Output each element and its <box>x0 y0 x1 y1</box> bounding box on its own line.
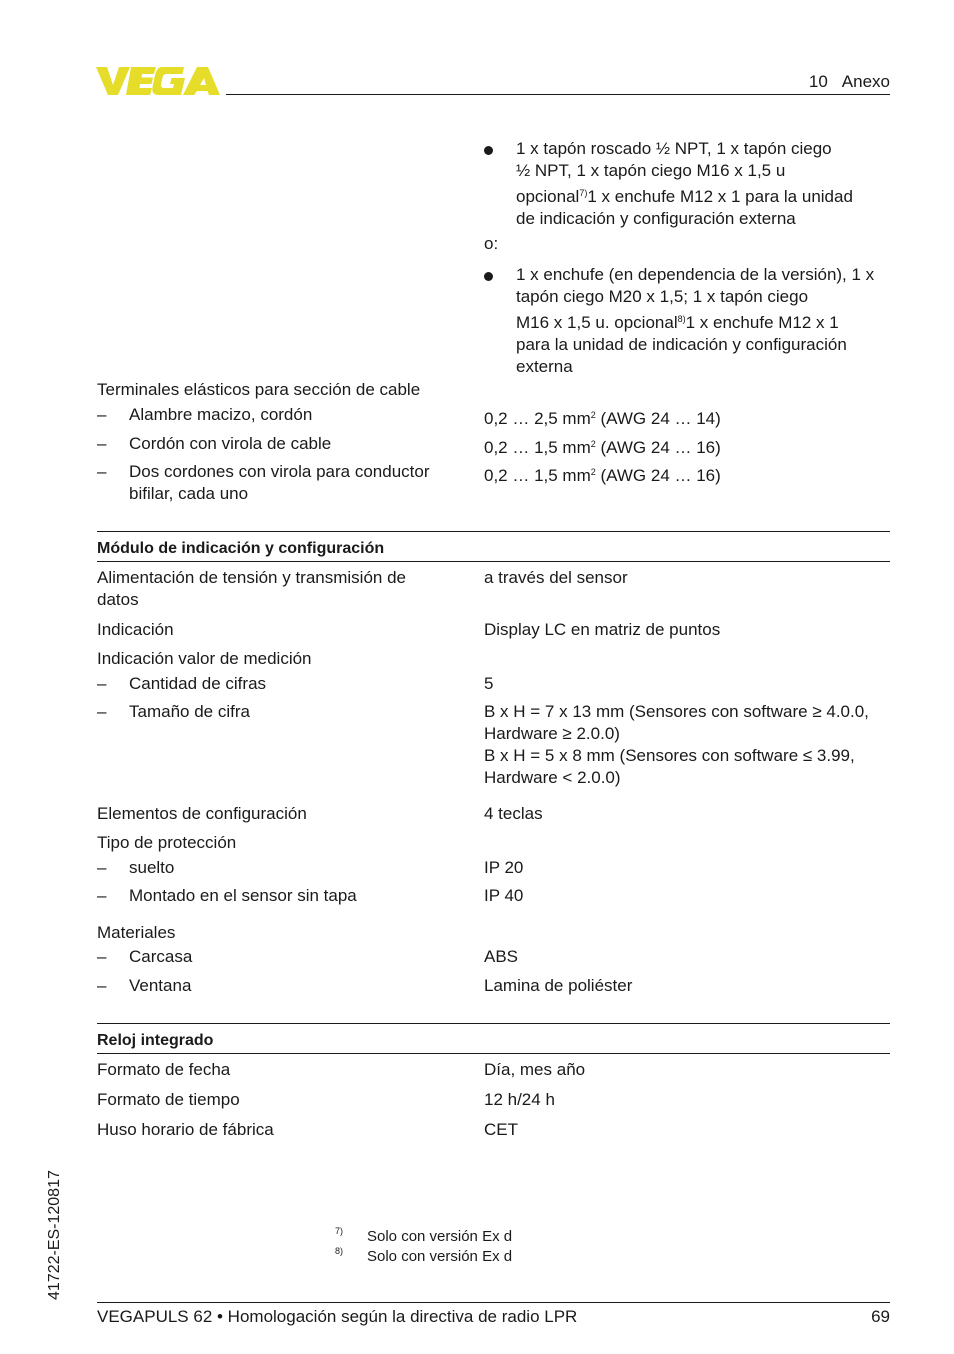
timezone-value: CET <box>484 1120 518 1139</box>
power-label <box>97 567 406 611</box>
power-value: a través del sensor <box>484 568 628 587</box>
terminal-label: Cordón con virola de cable <box>129 434 332 453</box>
value-line: Hardware ≥ 2.0.0) <box>484 724 620 743</box>
label-line: Alimentación de tensión y transmisión de <box>97 568 406 587</box>
terminal-label: Alambre macizo, cordón <box>129 405 313 424</box>
header-rule <box>226 94 890 95</box>
loose-label <box>97 857 174 879</box>
header-section <box>809 72 890 92</box>
connection-option-2 <box>484 264 904 378</box>
value-text: 0,2 … 2,5 mm <box>484 409 591 428</box>
section-rule-bottom <box>97 1053 890 1054</box>
bullet-line: de indicación y configuración externa <box>516 209 796 228</box>
footnote-mark: 7) <box>335 1226 344 1236</box>
terminal-label: bifilar, cada uno <box>129 484 249 503</box>
window-label <box>97 975 191 997</box>
mounted-label <box>97 885 357 907</box>
superscript: 2 <box>590 410 596 420</box>
dash: – <box>97 702 107 721</box>
dash: – <box>97 976 107 995</box>
digits-value: 5 <box>484 674 494 693</box>
bullet-line: ½ NPT, 1 x tapón ciego M16 x 1,5 u <box>516 161 786 180</box>
protection-title: Tipo de protección <box>97 833 237 852</box>
superscript: 2 <box>590 439 596 449</box>
terminals-title: Terminales elásticos para sección de cable <box>97 380 421 399</box>
date-format-label: Formato de fecha <box>97 1060 231 1079</box>
label-text: Ventana <box>129 976 192 995</box>
section-rule-top <box>97 1023 890 1024</box>
value-line: B x H = 5 x 8 mm (Sensores con software ≤ 3.99, <box>484 746 855 765</box>
digits-label <box>97 673 266 695</box>
footnote <box>335 1228 512 1245</box>
housing-label <box>97 946 192 968</box>
footnote-ref-7: 7) <box>579 188 588 198</box>
dash: – <box>97 886 107 905</box>
controls-label: Elementos de configuración <box>97 804 307 823</box>
size-label <box>97 701 250 723</box>
bullet-line: 1 x tapón roscado ½ NPT, 1 x tapón ciego <box>516 139 832 158</box>
value-line: Hardware < 2.0.0) <box>484 768 621 787</box>
date-format-value: Día, mes año <box>484 1060 586 1079</box>
label-text: Montado en el sensor sin tapa <box>129 886 357 905</box>
terminal-value <box>484 461 721 487</box>
bullet-line <box>516 308 904 334</box>
footnote-ref-8: 8) <box>677 314 686 324</box>
terminal-row-label <box>97 404 312 426</box>
vega-logo-letters <box>96 67 220 95</box>
bullet-line: 1 x enchufe (en dependencia de la versión), 1 x <box>516 265 875 284</box>
bullet-text: 1 x enchufe M12 x 1 para la unidad <box>587 187 853 206</box>
document-id: 41722-ES-120817 <box>46 1170 63 1300</box>
superscript: 2 <box>590 467 596 477</box>
footer-rule <box>97 1302 890 1303</box>
measval-title: Indicación valor de medición <box>97 649 312 668</box>
bullet-line: tapón ciego M20 x 1,5; 1 x tapón ciego <box>516 287 809 306</box>
loose-value: IP 20 <box>484 858 524 877</box>
value-text: 0,2 … 1,5 mm <box>484 466 591 485</box>
terminal-row-label <box>97 433 331 455</box>
label-text: Cantidad de cifras <box>129 674 267 693</box>
section-title-clock: Reloj integrado <box>97 1032 214 1049</box>
value-text: (AWG 24 … 16) <box>595 438 721 457</box>
time-format-label: Formato de tiempo <box>97 1090 240 1109</box>
dash: – <box>97 405 107 424</box>
terminal-row-label <box>97 461 430 505</box>
terminal-value <box>484 433 721 459</box>
indication-value: Display LC en matriz de puntos <box>484 620 721 639</box>
footer-title: VEGAPULS 62 • Homologación según la directiva de radio LPR <box>97 1307 578 1326</box>
bullet-text: opcional <box>516 187 580 206</box>
bullet-line: externa <box>516 357 573 376</box>
terminal-label: Dos cordones con virola para conductor <box>129 462 430 481</box>
vega-logo-graphic <box>96 64 220 98</box>
footnote-mark: 8) <box>335 1246 344 1256</box>
bullet-text: 1 x enchufe M12 x 1 <box>685 313 839 332</box>
footnote-text: Solo con versión Ex d <box>367 1248 513 1265</box>
section-rule-top <box>97 531 890 532</box>
indication-label: Indicación <box>97 620 174 639</box>
value-text: 0,2 … 1,5 mm <box>484 438 591 457</box>
timezone-label: Huso horario de fábrica <box>97 1120 274 1139</box>
dash: – <box>97 674 107 693</box>
section-number: 10 <box>808 72 828 91</box>
time-format-value: 12 h/24 h <box>484 1090 555 1109</box>
label-line: datos <box>97 590 139 609</box>
controls-value: 4 teclas <box>484 804 543 823</box>
value-line: B x H = 7 x 13 mm (Sensores con software ≥ 4.0.0, <box>484 702 869 721</box>
size-value <box>484 701 869 789</box>
label-text: Tamaño de cifra <box>129 702 250 721</box>
dash: – <box>97 434 107 453</box>
terminal-value <box>484 404 721 430</box>
vega-logo <box>96 64 220 98</box>
or-separator: o: <box>484 234 499 253</box>
bullet-icon <box>484 272 493 281</box>
dash: – <box>97 947 107 966</box>
materials-title: Materiales <box>97 923 176 942</box>
bullet-line <box>516 182 904 208</box>
dash: – <box>97 462 107 481</box>
mounted-value: IP 40 <box>484 886 524 905</box>
bullet-line: para la unidad de indicación y configuración <box>516 335 847 354</box>
bullet-icon <box>484 146 493 155</box>
section-title-display-module: Módulo de indicación y configuración <box>97 540 385 557</box>
connection-option-1 <box>484 138 904 230</box>
label-text: suelto <box>129 858 175 877</box>
footnote-text: Solo con versión Ex d <box>367 1228 513 1245</box>
bullet-text: M16 x 1,5 u. opcional <box>516 313 678 332</box>
page-number: 69 <box>871 1307 890 1326</box>
value-text: (AWG 24 … 14) <box>595 409 721 428</box>
footnote <box>335 1248 512 1265</box>
window-value: Lamina de poliéster <box>484 976 633 995</box>
dash: – <box>97 858 107 877</box>
housing-value: ABS <box>484 947 519 966</box>
section-rule-bottom <box>97 561 890 562</box>
label-text: Carcasa <box>129 947 193 966</box>
value-text: (AWG 24 … 16) <box>595 466 721 485</box>
section-title: Anexo <box>841 72 890 91</box>
